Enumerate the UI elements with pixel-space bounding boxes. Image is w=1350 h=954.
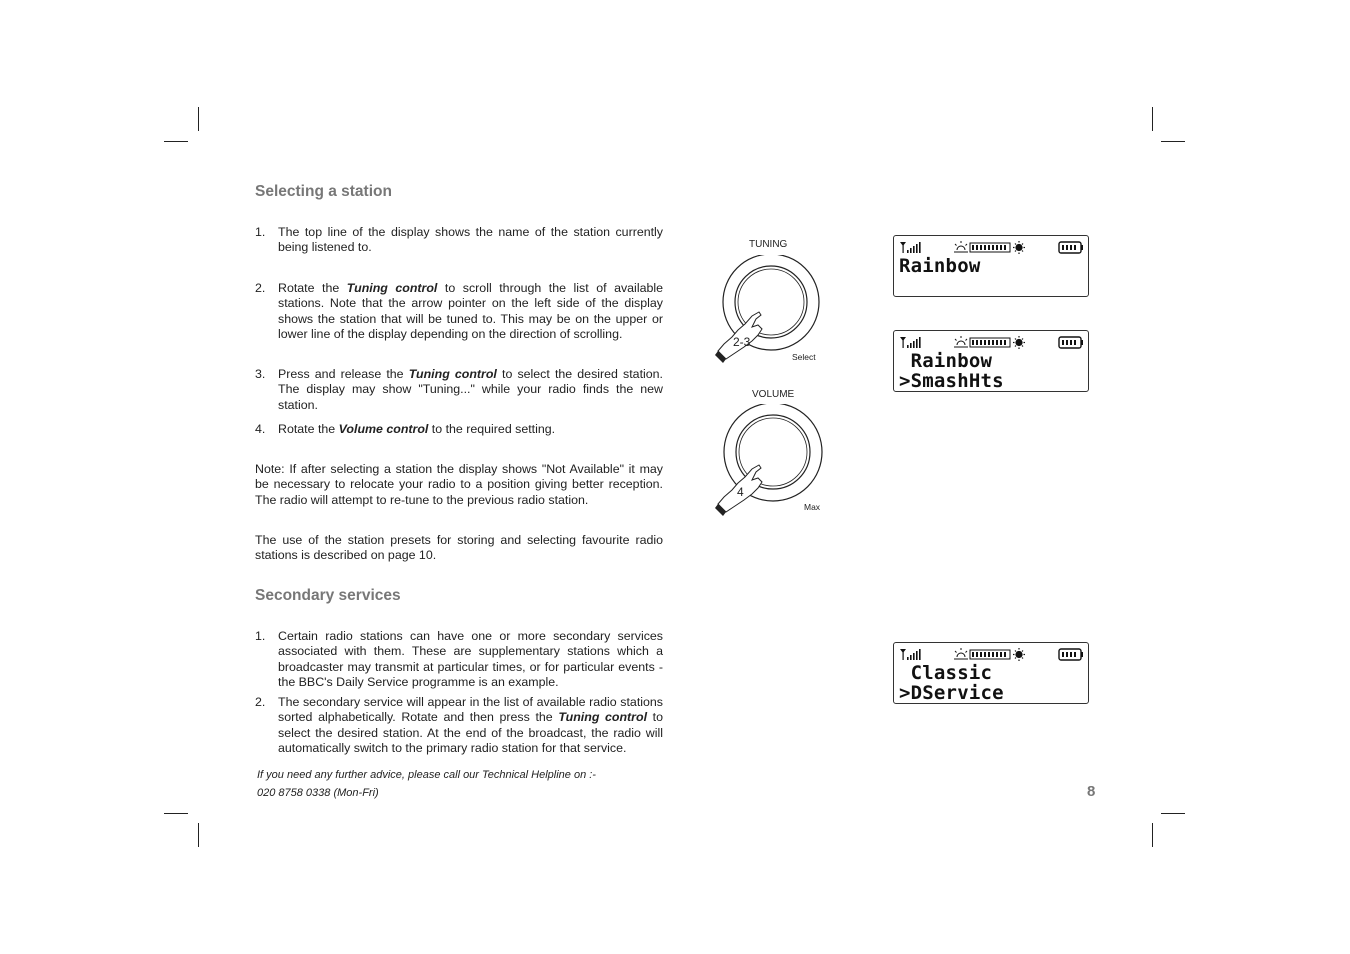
- control-name: Volume control: [338, 422, 429, 436]
- step-number: 3.: [255, 367, 266, 381]
- volume-label: VOLUME: [752, 389, 795, 400]
- volume-step-number: 4: [737, 485, 744, 499]
- display-line-2: >SmashHts: [899, 370, 1004, 392]
- crop-mark: [164, 813, 188, 814]
- section-heading-selecting-station: Selecting a station: [255, 183, 392, 200]
- brightness-level-bar: [970, 650, 1010, 659]
- brightness-level-bar: [970, 243, 1010, 252]
- crop-mark: [1152, 823, 1153, 847]
- step-text: The secondary service will appear in the list of available radio stations sorted alphabetically. Rotate and then press the Tuning control to select the desired station. At the end of the broadcast, the radio will automatically switch to the primary radio station for that service.: [278, 695, 663, 756]
- crop-mark: [198, 823, 199, 847]
- brightness-level-bar: [970, 338, 1010, 347]
- crop-mark: [164, 141, 188, 142]
- brightness-dim-icon: [954, 241, 968, 252]
- status-bar-icons: [899, 335, 1083, 349]
- helpline-number: 020 8758 0338 (Mon-Fri): [257, 787, 379, 799]
- step-text: Rotate the Volume control to the required setting.: [278, 422, 556, 436]
- tuning-label: TUNING: [749, 239, 788, 250]
- crop-mark: [1152, 107, 1153, 131]
- crop-mark: [1161, 813, 1185, 814]
- brightness-bright-icon: [1013, 336, 1025, 349]
- signal-strength-icon: [900, 242, 921, 253]
- brightness-dim-icon: [954, 648, 968, 659]
- step-number: 2.: [255, 281, 266, 295]
- lcd-display: [893, 235, 1089, 297]
- signal-strength-icon: [900, 337, 921, 348]
- control-name: Tuning control: [558, 710, 648, 725]
- tuning-step-number: 2-3: [733, 335, 751, 349]
- section-heading-secondary-services: Secondary services: [255, 587, 401, 604]
- battery-icon: [1059, 242, 1083, 253]
- display-line-1: Rainbow: [899, 255, 981, 277]
- display-line-1: Rainbow: [899, 350, 993, 372]
- status-bar-icons: [899, 647, 1083, 661]
- lcd-display: [893, 642, 1089, 704]
- control-name: Tuning control: [408, 367, 497, 381]
- lcd-display: [893, 330, 1089, 392]
- step-text: The top line of the display shows the name of the station currently being listened to.: [278, 225, 663, 255]
- crop-mark: [1161, 141, 1185, 142]
- tuning-select-label: Select: [792, 352, 816, 362]
- presets-paragraph: The use of the station presets for storing and selecting favourite radio stations is described on page 10.: [255, 533, 663, 563]
- step-number: 1.: [255, 225, 266, 239]
- step-number: 1.: [255, 629, 266, 643]
- signal-strength-icon: [900, 649, 921, 660]
- brightness-bright-icon: [1013, 241, 1025, 254]
- step-number: 2.: [255, 695, 266, 709]
- note-paragraph: Note: If after selecting a station the display shows "Not Available" it may be necessary to relocate your radio to a position giving better reception. The radio will attempt to re-tune to the previous radio station.: [255, 462, 663, 507]
- step-number: 4.: [255, 422, 266, 436]
- control-name: Tuning control: [346, 281, 438, 295]
- battery-icon: [1059, 337, 1083, 348]
- brightness-bright-icon: [1013, 648, 1025, 661]
- display-line-1: Classic: [899, 662, 993, 684]
- helpline-text: If you need any further advice, please call our Technical Helpline on :-: [257, 769, 596, 781]
- brightness-dim-icon: [954, 336, 968, 347]
- step-text: Certain radio stations can have one or more secondary services associated with them. These are supplementary stations which a broadcaster may transmit at particular times, or for particular events - the BBC's Daily Service programme is an example.: [278, 629, 663, 690]
- page-number: 8: [1087, 783, 1096, 800]
- battery-icon: [1059, 649, 1083, 660]
- volume-max-label: Max: [804, 502, 821, 512]
- crop-mark: [198, 107, 199, 131]
- step-text: Rotate the Tuning control to scroll through the list of available stations. Note that the arrow pointer on the left side of the display shows the station that will be tuned to. This may be on the upper or lower line of the display depending on the direction of scrolling.: [278, 281, 663, 342]
- status-bar-icons: [899, 240, 1083, 254]
- step-text: Press and release the Tuning control to select the desired station. The display may show "Tuning..." while your radio finds the new station.: [278, 367, 663, 412]
- display-line-2: >DService: [899, 682, 1004, 704]
